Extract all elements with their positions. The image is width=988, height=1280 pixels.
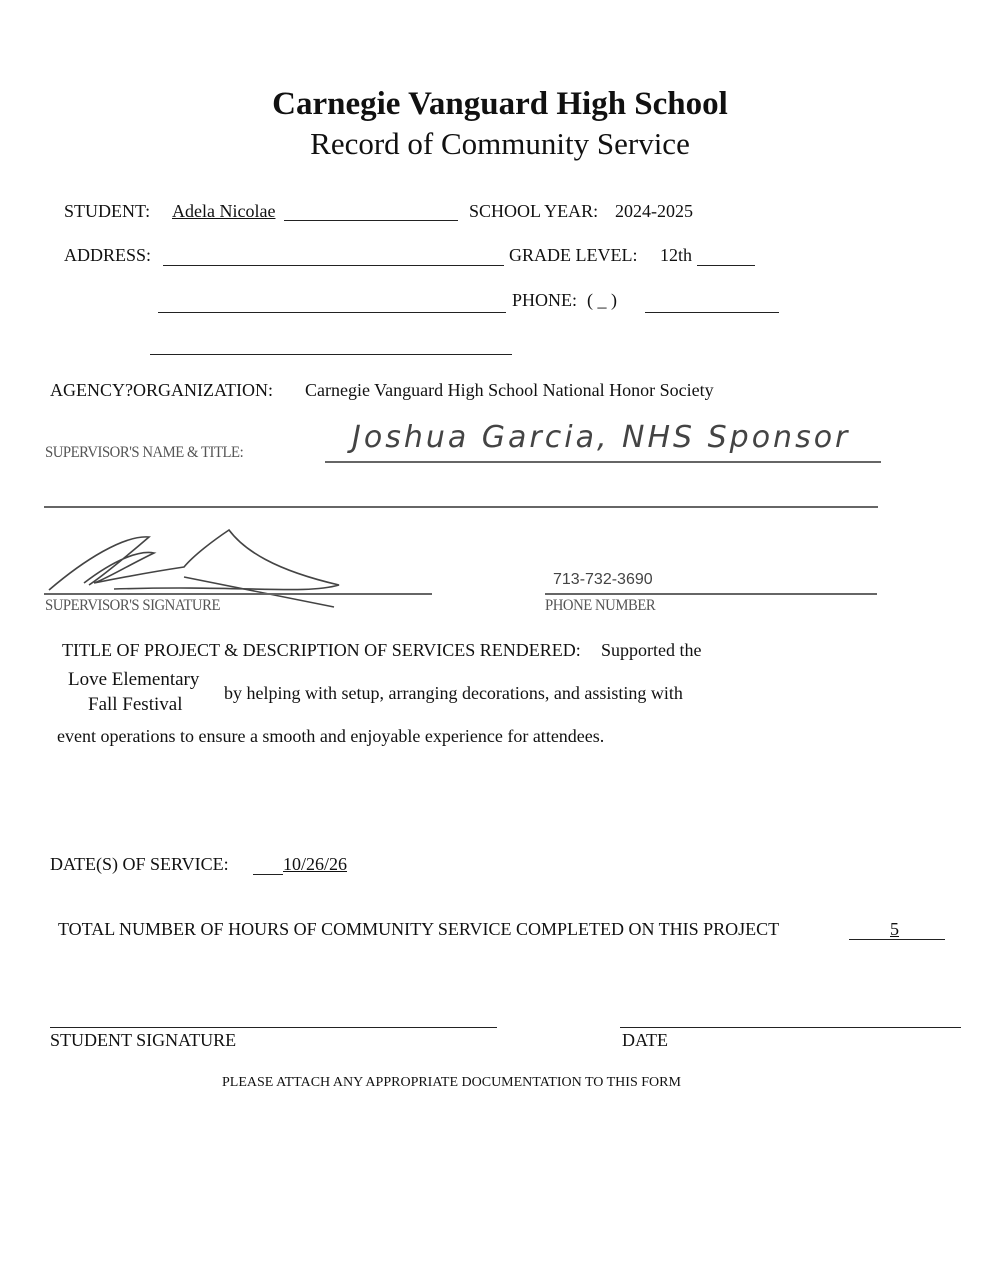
student-label: STUDENT:	[64, 201, 151, 221]
dates-label: DATE(S) OF SERVICE:	[50, 854, 229, 874]
supervisor-name-value[interactable]: Joshua Garcia, NHS Sponsor	[352, 420, 851, 455]
student-name-field[interactable]: Adela Nicolae	[172, 201, 276, 221]
grade-level-value[interactable]: 12th	[660, 245, 693, 265]
address-field-line-1[interactable]	[163, 265, 504, 266]
phone-number-line	[545, 593, 877, 595]
school-year-value: 2024-2025	[615, 201, 693, 221]
student-signature-label: STUDENT SIGNATURE	[50, 1030, 237, 1050]
dates-value[interactable]: 10/26/26	[283, 854, 348, 874]
supervisor-title-line	[44, 506, 878, 508]
dates-line-prefix	[253, 874, 283, 875]
hours-label: TOTAL NUMBER OF HOURS OF COMMUNITY SERVICE COMPLETED ON THIS PROJECT	[58, 919, 780, 939]
attachment-note: PLEASE ATTACH ANY APPROPRIATE DOCUMENTATION TO THIS FORM	[222, 1075, 681, 1090]
project-label: TITLE OF PROJECT & DESCRIPTION OF SERVICES RENDERED:	[62, 640, 581, 660]
supervisor-phone-value[interactable]: 713-732-3690	[553, 571, 653, 588]
phone-label: PHONE:	[512, 290, 578, 310]
supervisor-name-label: SUPERVISOR'S NAME & TITLE:	[45, 444, 244, 461]
event-name-line1[interactable]: Love Elementary	[68, 669, 200, 690]
project-description-line1[interactable]: Supported the	[601, 640, 702, 660]
school-title: Carnegie Vanguard High School	[272, 86, 728, 122]
student-signature-line[interactable]	[50, 1027, 497, 1028]
student-field-line	[284, 220, 458, 221]
school-year-label: SCHOOL YEAR:	[469, 201, 599, 221]
supervisor-signature-label: SUPERVISOR'S SIGNATURE	[45, 597, 220, 614]
event-name-line2[interactable]: Fall Festival	[88, 694, 183, 715]
phone-number-label: PHONE NUMBER	[545, 597, 656, 614]
grade-field-line	[697, 265, 755, 266]
address-label: ADDRESS:	[64, 245, 152, 265]
project-description-line2[interactable]: by helping with setup, arranging decorations, and assisting with	[224, 683, 683, 703]
address-field-line-2[interactable]	[158, 312, 506, 313]
date-label: DATE	[622, 1030, 668, 1050]
phone-area-code[interactable]: ( _ )	[587, 290, 617, 310]
agency-label: AGENCY?ORGANIZATION:	[50, 380, 273, 400]
form-title: Record of Community Service	[310, 126, 690, 161]
signature-line	[44, 593, 432, 595]
phone-field-line[interactable]	[645, 312, 779, 313]
project-description-line3[interactable]: event operations to ensure a smooth and enjoyable experience for attendees.	[57, 726, 605, 746]
address-field-line-3[interactable]	[150, 354, 512, 355]
supervisor-name-line	[325, 461, 881, 463]
date-line[interactable]	[620, 1027, 961, 1028]
hours-value[interactable]: 5	[890, 919, 899, 939]
agency-value[interactable]: Carnegie Vanguard High School National Honor Society	[305, 380, 714, 400]
grade-level-label: GRADE LEVEL:	[509, 245, 638, 265]
